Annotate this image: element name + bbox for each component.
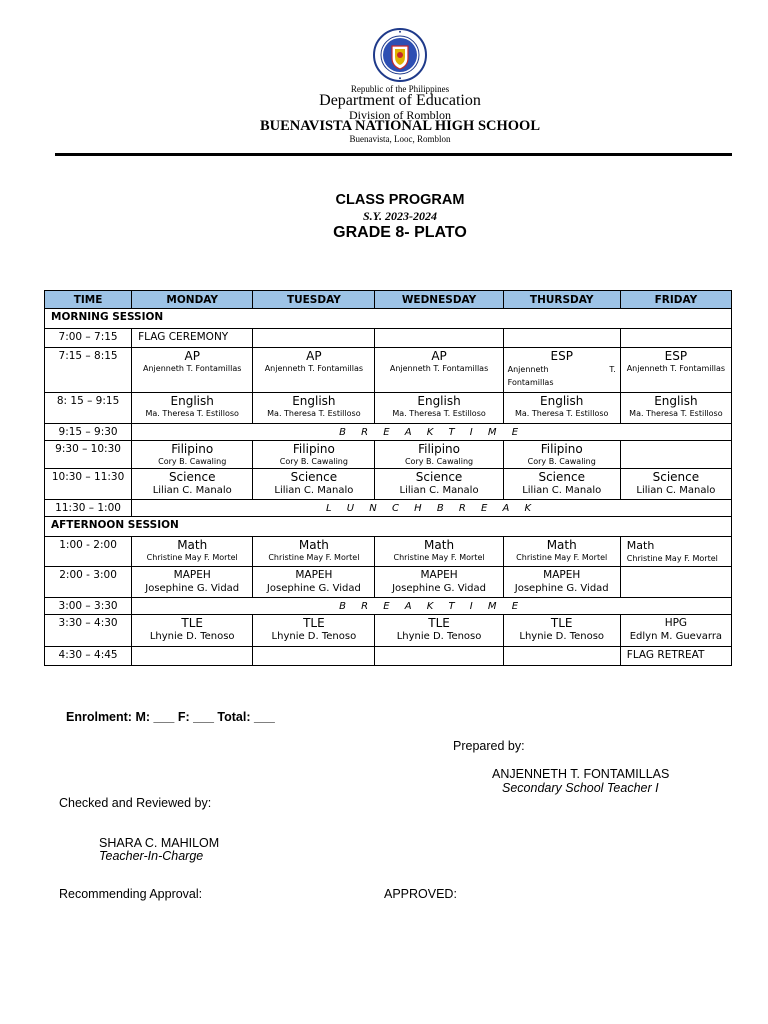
- session-row: [45, 309, 732, 329]
- subject-name: MAPEH: [543, 569, 581, 581]
- time-cell: 10:30 – 11:30: [45, 469, 132, 500]
- teacher-name-part: Anjenneth: [507, 365, 549, 374]
- table-row: [45, 598, 732, 615]
- teacher-name: Anjenneth T. Fontamillas: [143, 364, 242, 373]
- subject-cell: [375, 441, 503, 469]
- subject-cell: [503, 348, 620, 393]
- subject-name: English: [540, 394, 584, 408]
- lunch-break-cell: L U N C H B R E A K: [132, 500, 732, 517]
- subject-cell: [620, 469, 731, 500]
- class-program-title: CLASS PROGRAM: [335, 192, 465, 208]
- division-name: Division of Romblon: [348, 108, 451, 122]
- table-row: [45, 500, 732, 517]
- subject-cell: [253, 469, 375, 500]
- subject-cell: [132, 469, 253, 500]
- subject-name: HPG: [664, 617, 688, 629]
- teacher-name: Cory B. Cawaling: [404, 457, 474, 466]
- subject-name: AP: [184, 349, 200, 363]
- table-row: [45, 329, 732, 348]
- subject-cell: [132, 537, 253, 567]
- subject-cell: [375, 615, 503, 647]
- table-row: [45, 469, 732, 500]
- teacher-name: Christine May F. Mortel: [516, 553, 608, 562]
- teacher-name: Lhynie D. Tenoso: [519, 631, 605, 642]
- approved-label: APPROVED:: [384, 887, 457, 901]
- subject-cell: [620, 615, 731, 647]
- subject-cell: [620, 537, 731, 567]
- empty-cell: [253, 647, 375, 666]
- subject-name: Filipino: [292, 442, 335, 456]
- teacher-name: Lilian C. Manalo: [522, 485, 602, 496]
- subject-name: English: [654, 394, 698, 408]
- teacher-name: Lilian C. Manalo: [636, 485, 716, 496]
- school-name: BUENAVISTA NATIONAL HIGH SCHOOL: [259, 118, 540, 134]
- subject-cell: [503, 393, 620, 424]
- grade-section: GRADE 8- PLATO: [333, 224, 467, 241]
- subject-cell: [375, 393, 503, 424]
- time-cell: 11:30 – 1:00: [45, 500, 132, 517]
- time-cell: 9:30 – 10:30: [45, 441, 132, 469]
- subject-name: Science: [415, 470, 463, 484]
- time-cell: 7:00 – 7:15: [45, 329, 132, 348]
- subject-name: TLE: [303, 616, 325, 630]
- col-header-monday: MONDAY: [132, 291, 253, 309]
- subject-name: TLE: [550, 616, 573, 630]
- subject-name: ESP: [664, 349, 688, 363]
- table-row: [45, 393, 732, 424]
- morning-session-label: MORNING SESSION: [45, 309, 732, 329]
- subject-cell: [503, 615, 620, 647]
- empty-cell: [503, 329, 620, 348]
- teacher-name: Christine May F. Mortel: [268, 553, 360, 562]
- subject-name: TLE: [428, 616, 450, 630]
- time-cell: 3:30 – 4:30: [45, 615, 132, 647]
- subject-cell: [503, 441, 620, 469]
- subject-cell: [375, 567, 503, 598]
- teacher-name: Cory B. Cawaling: [279, 457, 348, 466]
- time-cell: 9:15 – 9:30: [45, 424, 132, 441]
- subject-name: English: [417, 394, 461, 408]
- subject-cell: [503, 537, 620, 567]
- teacher-name: Christine May F. Mortel: [146, 553, 238, 562]
- subject-name: English: [292, 394, 336, 408]
- subject-name: English: [170, 394, 214, 408]
- subject-cell: [253, 537, 375, 567]
- subject-cell: [375, 537, 503, 567]
- time-cell: 4:30 – 4:45: [45, 647, 132, 666]
- subject-name: Filipino: [540, 442, 583, 456]
- subject-name: MAPEH: [420, 569, 458, 581]
- empty-cell: [620, 441, 731, 469]
- subject-cell: [132, 393, 253, 424]
- subject-name: Filipino: [418, 442, 461, 456]
- checker-name: SHARA C. MAHILOM: [99, 836, 220, 850]
- checked-by-label: Checked and Reviewed by:: [59, 796, 212, 810]
- table-row: [45, 567, 732, 598]
- teacher-name: Anjenneth T. Fontamillas: [264, 364, 364, 373]
- table-row: [45, 537, 732, 567]
- teacher-name: Lhynie D. Tenoso: [271, 631, 357, 642]
- subject-name: Math: [298, 538, 329, 552]
- subject-cell: [253, 615, 375, 647]
- subject-cell: [375, 348, 503, 393]
- col-header-time: TIME: [45, 291, 132, 309]
- time-cell: 3:00 – 3:30: [45, 598, 132, 615]
- subject-cell: [253, 567, 375, 598]
- subject-cell: [503, 469, 620, 500]
- school-address: Buenavista, Looc, Romblon: [349, 134, 451, 144]
- subject-name: Math: [626, 539, 655, 552]
- preparer-name: ANJENNETH T. FONTAMILLAS: [492, 767, 670, 781]
- empty-cell: [375, 329, 503, 348]
- republic-text: Republic of the Philippines: [350, 84, 450, 94]
- subject-cell: [503, 567, 620, 598]
- subject-name: Math: [424, 538, 455, 552]
- preparer-title: Secondary School Teacher I: [502, 781, 659, 795]
- table-row: [45, 615, 732, 647]
- teacher-name: Edlyn M. Guevarra: [629, 631, 723, 642]
- table-row: [45, 424, 732, 441]
- subject-name: Science: [168, 470, 216, 484]
- teacher-name-part: Fontamillas: [507, 378, 554, 387]
- subject-cell: [253, 393, 375, 424]
- subject-cell: [620, 348, 731, 393]
- flag-retreat-cell: FLAG RETREAT: [620, 647, 731, 666]
- subject-name: AP: [306, 349, 322, 363]
- teacher-name: Josephine G. Vidad: [266, 583, 361, 594]
- teacher-name: Ma. Theresa T. Estilloso: [392, 409, 486, 418]
- enrolment-line: Enrolment: M: ___ F: ___ Total: ___: [66, 710, 275, 724]
- table-row: [45, 647, 732, 666]
- subject-name: Math: [177, 538, 208, 552]
- subject-name: TLE: [181, 616, 204, 630]
- table-header-row: [45, 291, 732, 309]
- department-name: Department of Education: [319, 92, 481, 109]
- subject-cell: [253, 441, 375, 469]
- teacher-name: Josephine G. Vidad: [514, 583, 609, 594]
- subject-name: AP: [431, 349, 447, 363]
- subject-name: Science: [652, 470, 700, 484]
- teacher-name: Ma. Theresa T. Estilloso: [267, 409, 361, 418]
- teacher-name-part: T.: [609, 365, 616, 374]
- subject-name: ESP: [550, 349, 573, 363]
- teacher-name: Lhynie D. Tenoso: [149, 631, 235, 642]
- teacher-name: Christine May F. Mortel: [626, 554, 718, 563]
- checker-title: Teacher-In-Charge: [99, 849, 204, 863]
- subject-cell: [132, 441, 253, 469]
- teacher-name: Ma. Theresa T. Estilloso: [145, 409, 239, 418]
- teacher-name: Ma. Theresa T. Estilloso: [515, 409, 609, 418]
- subject-cell: [132, 348, 253, 393]
- flag-ceremony-cell: FLAG CEREMONY: [132, 329, 253, 348]
- teacher-name-wrap: [504, 363, 620, 376]
- time-cell: 2:00 - 3:00: [45, 567, 132, 598]
- class-schedule-table: [44, 290, 732, 666]
- teacher-name: Anjenneth T. Fontamillas: [389, 364, 489, 373]
- time-cell: 7:15 – 8:15: [45, 348, 132, 393]
- subject-name: Math: [546, 538, 577, 552]
- teacher-name: Lilian C. Manalo: [399, 485, 479, 496]
- subject-cell: [620, 393, 731, 424]
- teacher-name: Lilian C. Manalo: [152, 485, 232, 496]
- subject-name: MAPEH: [173, 569, 211, 581]
- subject-cell: [253, 348, 375, 393]
- empty-cell: [253, 329, 375, 348]
- teacher-name: Josephine G. Vidad: [145, 583, 240, 594]
- empty-cell: [375, 647, 503, 666]
- header-divider: [55, 153, 732, 156]
- empty-cell: [132, 647, 253, 666]
- subject-name: MAPEH: [295, 569, 333, 581]
- prepared-by-label: Prepared by:: [453, 739, 525, 753]
- recommending-approval-label: Recommending Approval:: [59, 887, 203, 901]
- col-header-friday: FRIDAY: [620, 291, 731, 309]
- col-header-thursday: THURSDAY: [503, 291, 620, 309]
- teacher-name: Cory B. Cawaling: [527, 457, 596, 466]
- teacher-name: Cory B. Cawaling: [158, 457, 227, 466]
- teacher-name: Anjenneth T. Fontamillas: [626, 364, 726, 373]
- table-row: [45, 348, 732, 393]
- afternoon-session-label: AFTERNOON SESSION: [45, 517, 732, 537]
- break-time-cell: B R E A K T I M E: [132, 424, 732, 441]
- time-cell: 1:00 - 2:00: [45, 537, 132, 567]
- subject-name: Science: [538, 470, 585, 484]
- empty-cell: [503, 647, 620, 666]
- time-cell: 8: 15 – 9:15: [45, 393, 132, 424]
- table-row: [45, 441, 732, 469]
- session-row: [45, 517, 732, 537]
- col-header-tuesday: TUESDAY: [253, 291, 375, 309]
- subject-cell: [132, 615, 253, 647]
- subject-cell: [375, 469, 503, 500]
- teacher-name: Josephine G. Vidad: [392, 583, 486, 594]
- teacher-name: Christine May F. Mortel: [393, 553, 485, 562]
- teacher-name: Lilian C. Manalo: [274, 485, 354, 496]
- teacher-name: Lhynie D. Tenoso: [396, 631, 482, 642]
- break-time-cell: B R E A K T I M E: [132, 598, 732, 615]
- empty-cell: [620, 567, 731, 598]
- col-header-wednesday: WEDNESDAY: [375, 291, 503, 309]
- teacher-name: Ma. Theresa T. Estilloso: [629, 409, 723, 418]
- school-year: S.Y. 2023-2024: [362, 209, 438, 223]
- subject-name: Science: [290, 470, 338, 484]
- deped-seal-logo: [373, 28, 427, 82]
- subject-cell: [132, 567, 253, 598]
- subject-name: Filipino: [171, 442, 214, 456]
- empty-cell: [620, 329, 731, 348]
